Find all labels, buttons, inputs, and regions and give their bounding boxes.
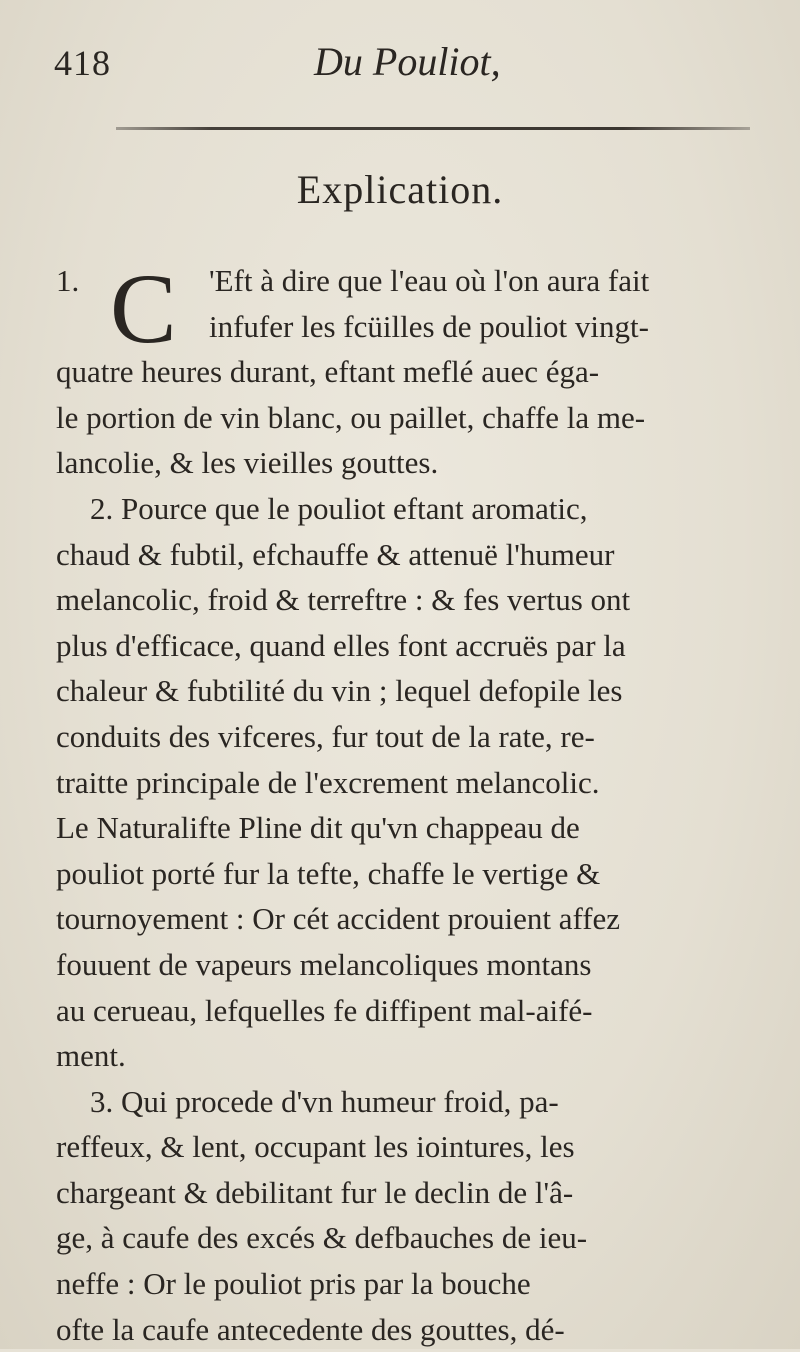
text-line-content: 'Eft à dire que l'eau où l'on aura fait <box>209 263 650 298</box>
text-line: neffe : Or le pouliot pris par la bouche <box>56 1266 531 1302</box>
text-line: traitte principale de l'excrement melancolic. <box>56 764 600 800</box>
text-line: conduits des vifceres, fur tout de la rate, re- <box>56 718 595 754</box>
text-line: le portion de vin blanc, ou paillet, chaffe la me- <box>56 399 646 435</box>
header-rule <box>116 127 750 130</box>
drop-cap: C <box>110 253 177 364</box>
section-title: Explication. <box>296 167 504 212</box>
text-line <box>56 304 796 350</box>
text-line: Le Naturalifte Pline dit qu'vn chappeau de <box>56 810 580 846</box>
page-number: 418 <box>54 43 111 83</box>
paragraph-number: 1. <box>56 263 80 298</box>
text-line: chargeant & debilitant fur le declin de l'â- <box>56 1174 574 1210</box>
text-line: pouliot porté fur la tefte, chaffe le vertige & <box>56 855 601 891</box>
text-line: plus d'efficace, quand elles font accruës par la <box>56 627 626 663</box>
page-header <box>54 38 754 98</box>
text-line: melancolic, froid & terreftre : & fes vertus ont <box>56 582 631 618</box>
text-line: reffeux, & lent, occupant les iointures, les <box>56 1129 575 1165</box>
text-line: au cerueau, lefquelles fe diffipent mal-aifé- <box>56 992 593 1028</box>
text-line: quatre heures durant, eftant meflé auec éga- <box>56 354 600 390</box>
text-line: lancolie, & les vieilles gouttes. <box>56 445 439 481</box>
text-line: chaleur & fubtilité du vin ; lequel defopile les <box>56 673 623 709</box>
text-line: tournoyement : Or cét accident prouient affez <box>56 901 621 937</box>
text-line: ofte la caufe antecedente des gouttes, dé- <box>56 1311 565 1347</box>
text-line-content: infufer les fcüilles de pouliot vingt- <box>209 308 649 344</box>
text-line: ment. <box>56 1038 126 1074</box>
text-line: fouuent de vapeurs melancoliques montans <box>56 946 592 982</box>
body-text <box>56 253 796 1352</box>
text-line: 3. Qui procede d'vn humeur froid, pa- <box>90 1083 559 1119</box>
text-line: ge, à caufe des excés & defbauches de ieu- <box>56 1220 588 1256</box>
text-line: 2. Pource que le pouliot eftant aromatic, <box>90 490 588 526</box>
running-title: Du Pouliot, <box>314 39 501 84</box>
text-line: chaud & fubtil, efchauffe & attenuë l'humeur <box>56 536 615 572</box>
